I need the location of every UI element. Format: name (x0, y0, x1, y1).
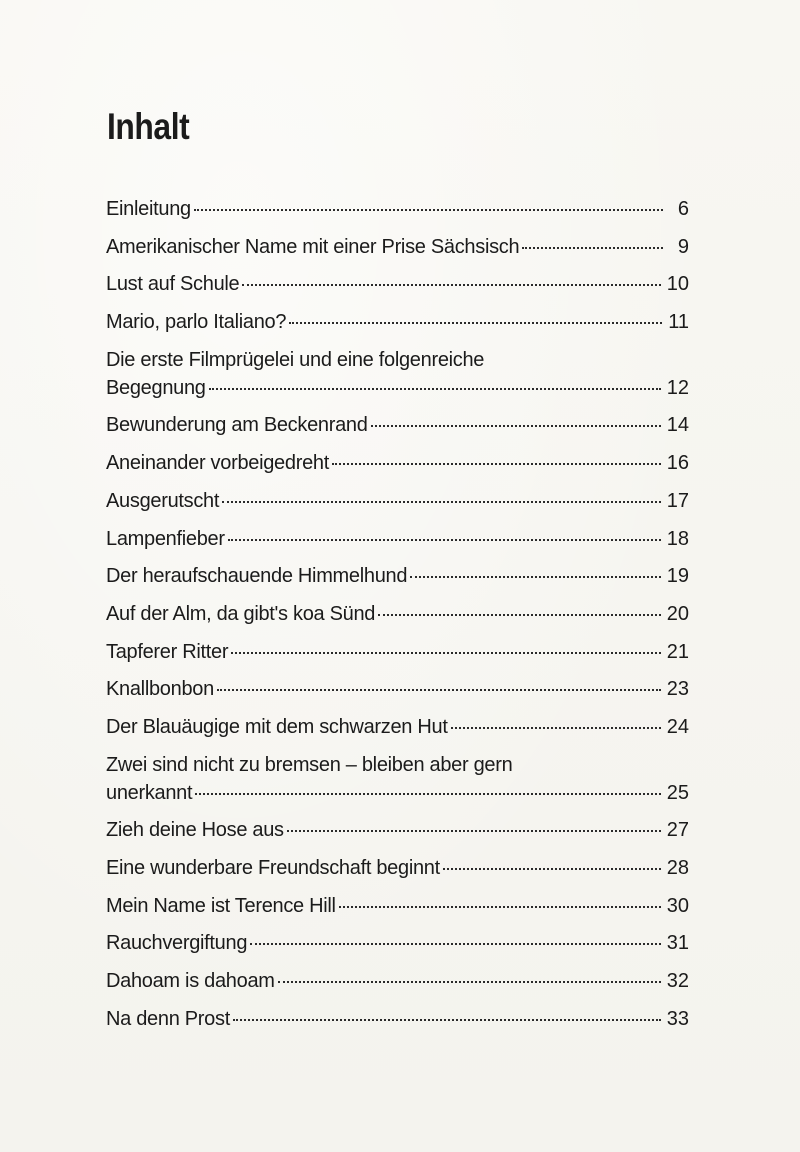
toc-entry[interactable] (106, 195, 689, 223)
toc-entry-title: Mein Name ist Terence Hill (106, 894, 336, 917)
toc-entry-title: Rauchvergiftung (106, 932, 248, 955)
dot-leader (231, 652, 661, 654)
dot-leader (289, 322, 662, 324)
dot-leader (278, 981, 661, 983)
toc-page-number: 10 (666, 273, 689, 296)
toc-page-number: 18 (666, 527, 689, 550)
dot-leader (332, 463, 661, 465)
toc-entry[interactable] (106, 449, 689, 477)
toc-entry-title: Eine wunderbare Freundschaft beginnt (106, 857, 440, 879)
toc-entry[interactable] (106, 346, 689, 402)
toc-entry[interactable] (106, 929, 689, 957)
toc-page-number: 11 (668, 311, 689, 334)
toc-page-number: 12 (666, 376, 689, 399)
dot-leader (339, 906, 661, 908)
dot-leader (443, 868, 661, 870)
toc-entry-title: Tapferer Ritter (106, 640, 229, 663)
toc-entry-title: Ausgerutscht (106, 489, 220, 512)
dot-leader (242, 284, 660, 286)
toc-entry-title: Lust auf Schule (106, 273, 240, 296)
toc-entry-title: Amerikanischer Name mit einer Prise Sächsisch (106, 235, 520, 258)
dot-leader (451, 727, 661, 729)
toc-entry-title: Auf der Alm, da gibt's koa Sünd (106, 602, 376, 625)
toc-page-number: 30 (666, 894, 689, 917)
toc-page-number: 17 (666, 489, 689, 512)
toc-entry-title: Knallbonbon (106, 678, 214, 701)
toc-entry-title: Na denn Prost (106, 1007, 230, 1030)
page-title: Inhalt (107, 106, 190, 147)
toc-entry-title: Der Blauäugige mit dem schwarzen Hut (106, 715, 448, 738)
toc-entry[interactable] (106, 1005, 689, 1033)
toc-page-number: 33 (666, 1007, 689, 1030)
dot-leader (217, 689, 661, 691)
toc-page-number: 23 (666, 678, 689, 701)
toc-page-number: 21 (666, 640, 689, 663)
toc-page-number: 19 (666, 565, 689, 588)
toc-entry-title: Mario, parlo Italiano? (106, 311, 287, 334)
toc-page-number: 24 (666, 715, 689, 738)
toc-entry[interactable] (106, 638, 689, 666)
toc-entry[interactable] (106, 967, 689, 995)
dot-leader (194, 209, 663, 211)
toc-entry-title: Lampenfieber (106, 527, 225, 550)
toc-entry[interactable] (106, 411, 689, 439)
toc-entry[interactable] (106, 751, 689, 807)
toc-page-number: 28 (666, 857, 689, 879)
toc-entry[interactable] (106, 600, 689, 628)
dot-leader (233, 1019, 661, 1021)
toc-entry-title: Der heraufschauende Himmelhund (106, 565, 408, 588)
toc-entry-title: Zieh deine Hose aus (106, 819, 284, 842)
toc-entry[interactable] (106, 675, 689, 703)
toc-entry-title-line-1: Zwei sind nicht zu bremsen – bleiben aber gern (106, 753, 513, 776)
toc-entry-title-line-2: Begegnung (106, 376, 206, 399)
toc-entry-title: Einleitung (106, 198, 191, 220)
toc-entry[interactable] (106, 308, 689, 336)
toc-entry-title: Dahoam is dahoam (106, 970, 275, 993)
toc-entry[interactable] (106, 854, 689, 882)
dot-leader (195, 793, 660, 795)
toc-entry-title: Bewunderung am Beckenrand (106, 414, 368, 437)
toc-entry-title: Aneinander vorbeigedreht (106, 452, 329, 475)
toc-entry[interactable] (106, 525, 689, 553)
dot-leader (410, 576, 661, 578)
toc-entry[interactable] (106, 562, 689, 590)
dot-leader (222, 501, 661, 503)
table-of-contents (106, 195, 689, 1042)
dot-leader (250, 943, 661, 945)
toc-page-number: 9 (677, 235, 689, 258)
dot-leader (371, 425, 661, 427)
toc-entry-title-line-2: unerkannt (106, 781, 193, 804)
toc-page-number: 6 (677, 198, 689, 220)
dot-leader (378, 614, 661, 616)
toc-page-number: 16 (666, 452, 689, 475)
toc-page-number: 27 (666, 819, 689, 842)
toc-page-number: 14 (666, 414, 689, 437)
toc-entry[interactable] (106, 270, 689, 298)
toc-entry[interactable] (106, 816, 689, 844)
toc-entry[interactable] (106, 713, 689, 741)
toc-entry[interactable] (106, 487, 689, 515)
dot-leader (209, 388, 661, 390)
toc-page-number: 31 (666, 932, 689, 955)
dot-leader (228, 539, 661, 541)
toc-page-number: 25 (666, 781, 689, 804)
toc-entry[interactable] (106, 892, 689, 920)
dot-leader (287, 830, 661, 832)
toc-entry[interactable] (106, 233, 689, 261)
toc-entry-title-line-1: Die erste Filmprügelei und eine folgenreiche (106, 348, 485, 371)
toc-page-number: 32 (666, 970, 689, 993)
toc-page-number: 20 (666, 602, 689, 625)
dot-leader (522, 247, 663, 249)
